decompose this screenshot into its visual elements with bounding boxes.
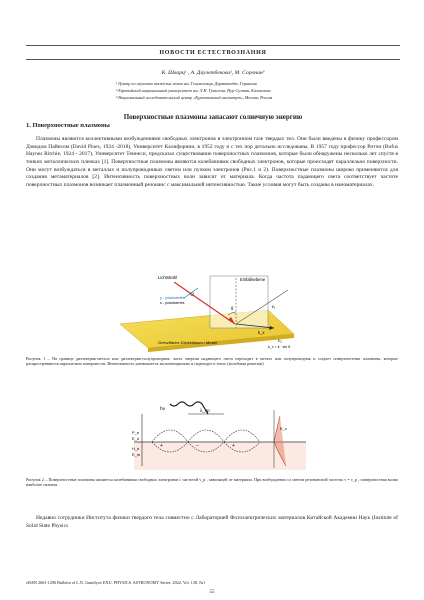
page-number: 55: [209, 590, 215, 595]
label-incidence-plane: Einfallsebene: [240, 277, 266, 282]
label-p-pol: p - polarisiertes: [160, 296, 185, 300]
label-kx-formula: k_x = k · sin θ: [268, 345, 291, 349]
label-ed: E_d: [132, 436, 140, 441]
intro-paragraph: Плазмоны являются коллективными возбуждениями свободных электронов в электронном газе твердых тел. Они были введены в физику профессором Дэвидом Пайнсом (David Pines, 1924 -2018), Университет Калифорнии, в 1952 году и с тех пор детально исследованы. В 1957 году профессор Ритчи (Rufus Haynes Ritchie, 1924 - 2017), Университет Теннеси, предсказал существование поверхностных плазмонов, которые были обнаружены несколько лет спустя в тонких металлических пленках [1]. Поверхностные плазмоны являются колебаниями свободных электронов, которые происходят параллельно поверхности. Они могут возбуждаться в металлах и полупроводниках светом или пучком электронов (Рис.1 и 2). Поверхностные плазмоны широко применяются для создания метаматериалов [2]. Интенсивность поверхностных волн зависит от материала. Когда частота падающего света соответствует частоте поверхностных плазмонов возникает плазмонный резонанс с максимальной интенсивностью. Такие условия могут быть созданы в наноматериалах.: [26, 136, 398, 188]
affiliation-1: ¹ Центр по изучению тяжёлых ионов им. Гельмгольца, Дармштадт, Германия: [116, 81, 257, 86]
article-title: Поверхностные плазмоны запасают солнечную энергию: [123, 113, 303, 121]
charge-minus-1: −: [196, 443, 199, 449]
label-e2: ε₂: [278, 338, 282, 343]
label-em: E_m: [132, 452, 141, 457]
label-pe: P_e: [132, 430, 140, 435]
field-arc-1: [152, 430, 188, 442]
label-e1: ε₁: [272, 304, 276, 309]
field-arc-3: [224, 430, 260, 442]
label-s-pol: s - polarisiertes: [160, 301, 185, 305]
label-hd: H_e: [132, 446, 140, 451]
affiliation-3: ³ Национальный исследовательский центр «Курчатовский институт», Москва, Россия: [116, 95, 273, 100]
footer-issn: eISSN 2663-1296 Bulletin of L.N. Gumilyov ENU. PHYSICS. ASTRONOMY Series, 2022, Vol. 138, №1: [26, 580, 206, 585]
label-kx: k_x: [258, 330, 265, 335]
label-ez: E_z: [280, 426, 287, 431]
section-heading: 1. Поверхностные плазмоны: [26, 122, 110, 129]
field-arc-2: [188, 430, 224, 442]
affiliation-2: ² Евразийский национальный университет им. Л.Н. Гумилева, Нур-Султан, Казахстан: [116, 88, 271, 93]
figure-1-caption: Рисунок 1 – На границе диэлектрик-металл или диэлектрик-полупроводник, часть энергии падающего света переходит в металл или полупроводник и создает поверхностные плазмоны, которые распространяются параллельно поверхности. Интенсивность уменьшается экспоненциально и переходит в тепло (волобатка решетки): [26, 356, 398, 367]
charge-plus-2: +: [232, 443, 235, 449]
figure-2-diagram: [130, 400, 310, 472]
label-light: Lichtstrahl: [158, 275, 178, 280]
label-theta: θ: [231, 306, 234, 311]
incidence-plane: [210, 276, 268, 328]
header-top-rule: [26, 45, 400, 46]
figure-1-diagram: [118, 268, 314, 354]
closing-paragraph: Недавно сотрудники Института физики твердого тела совместно с Лабораторией Фотоэлектрических материалов Китайской Академии Наук (Institute of Solid State Physics: [26, 515, 398, 529]
header-bottom-rule: [26, 59, 400, 60]
label-interface: Grenzfläche Dielektrikum / Metall: [158, 340, 217, 345]
label-lambda: λ_sp: [200, 408, 210, 413]
authors-line: К. Шварц¹ , А. Даулетбекова², М. Соронин³: [161, 70, 265, 76]
journal-section-header: НОВОСТИ ЕСТЕСТВОЗНАНИЯ: [159, 50, 267, 56]
label-hv: hν: [160, 407, 166, 412]
charge-plus-1: +: [160, 443, 163, 449]
figure-2-caption: Рисунок 2 – Поверхностные плазмоны являются колебаниями свободных электронов с частотой ν_p , зависящей от материала. При возбуждении со светом резонансной частоты ν = ν_p , поверхностная волна наиболее сильная: [26, 477, 398, 488]
